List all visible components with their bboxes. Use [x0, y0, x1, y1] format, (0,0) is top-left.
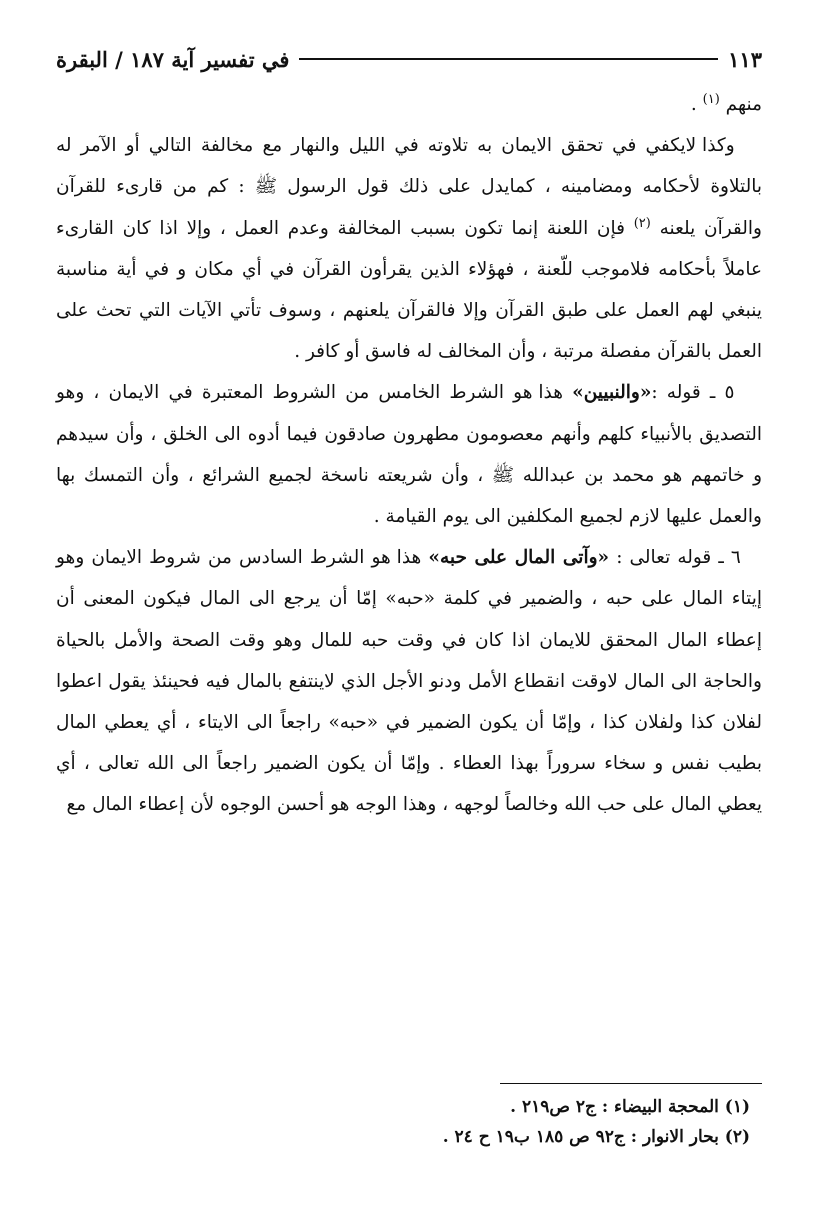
paragraph-3: [56, 537, 762, 825]
paragraph-3-lead: ٦ ـ قوله تعالى :: [616, 547, 741, 569]
header-rule: [299, 58, 718, 60]
paragraph-2-text: هذا هو الشرط الخامس من الشروط المعتبرة في الايمان ، وهو التصديق بالأنبياء كلهم وأنهم معصومون مطهرون صادقون فيما أدوه الى الخلق ، وأن سيدهم و خاتمهم هو محمد بن عبدالله ﷺ ، وأن شريعته ناسخة لجميع الشرائع ، وأن التمسك بها والعمل عليها لازم لجميع المكلفين الى يوم القيامة .: [56, 382, 762, 528]
footnote-2: (٢) بحار الانوار : ج٩٢ ص ١٨٥ ب١٩ ح ٢٤ .: [442, 1127, 750, 1147]
header-title: في تفسير آية ١٨٧ / البقرة: [56, 46, 290, 72]
paragraph-3-quote: «وآتى المال على حبه»: [428, 547, 610, 569]
continuation-line: [56, 84, 762, 125]
running-header: [56, 42, 762, 76]
footnote-ref-1: (١): [702, 91, 720, 107]
paragraph-2: [56, 372, 762, 537]
page-number: ١١٣: [728, 46, 762, 72]
continuation-end: .: [690, 94, 697, 115]
paragraph-1-rest: فإن اللعنة إنما تكون بسبب المخالفة وعدم العمل ، وإلا اذا كان القارىء عاملاً بأحكامه فلاموجب للّعنة ، فهؤلاء الذين يقرأون القرآن في أي مكان و في أية مناسبة ينبغي لهم العمل على طبق القرآن وإلا فالقرآن يلعنهم ، وسوف تأتي الآيات التي تحث على العمل بالقرآن مفصلة مرتبة ، وأن المخالف له فاسق أو كافر .: [56, 217, 762, 363]
page-body: [56, 84, 762, 826]
footnote-1: (١) المحجة البيضاء : ج٢ ص٢١٩ .: [510, 1097, 750, 1117]
footnote-separator: [500, 1083, 762, 1084]
paragraph-2-quote: «والنبيين»: [572, 382, 652, 404]
paragraph-1: [56, 125, 762, 372]
footnote-ref-2: (٢): [633, 215, 651, 231]
footnotes: [150, 1092, 750, 1152]
continuation-text: منهم: [725, 94, 762, 115]
paragraph-3-text: هذا هو الشرط السادس من شروط الايمان وهو إيتاء المال على حبه ، والضمير في كلمة «حبه» إمّا أن يرجع الى المال فيكون المعنى أن إعطاء المال المحقق للايمان اذا كان في وقت حبه للمال وهو وقت الصحة والأمل بالحياة والحاجة الى المال لاوقت انقطاع الأمل ودنو الأجل الذي لاينتفع بالمال فيه فحينئذ يقول اعطوا لفلان كذا ولفلان كذا ، وإمّا أن يكون الضمير في «حبه» راجعاً الى الايتاء ، أي يعطي المال بطيب نفس و سخاء سروراً بهذا العطاء . وإمّا أن يكون الضمير راجعاً الى الله تعالى ، أي يعطي المال على حب الله وخالصاً لوجهه ، وهذا الوجه هو أحسن الوجوه لأن إعطاء المال مع: [56, 547, 762, 816]
paragraph-1-text: وكذا لايكفي في تحقق الايمان به تلاوته في الليل والنهار مع مخالفة التالي أو الآمر له بالتلاوة لأحكامه ومضامينه ، كمايدل على ذلك قول الرسول ﷺ : كم من قارىء للقرآن والقرآن يلعنه: [56, 135, 762, 239]
paragraph-2-lead: ٥ ـ قوله :: [651, 382, 735, 404]
